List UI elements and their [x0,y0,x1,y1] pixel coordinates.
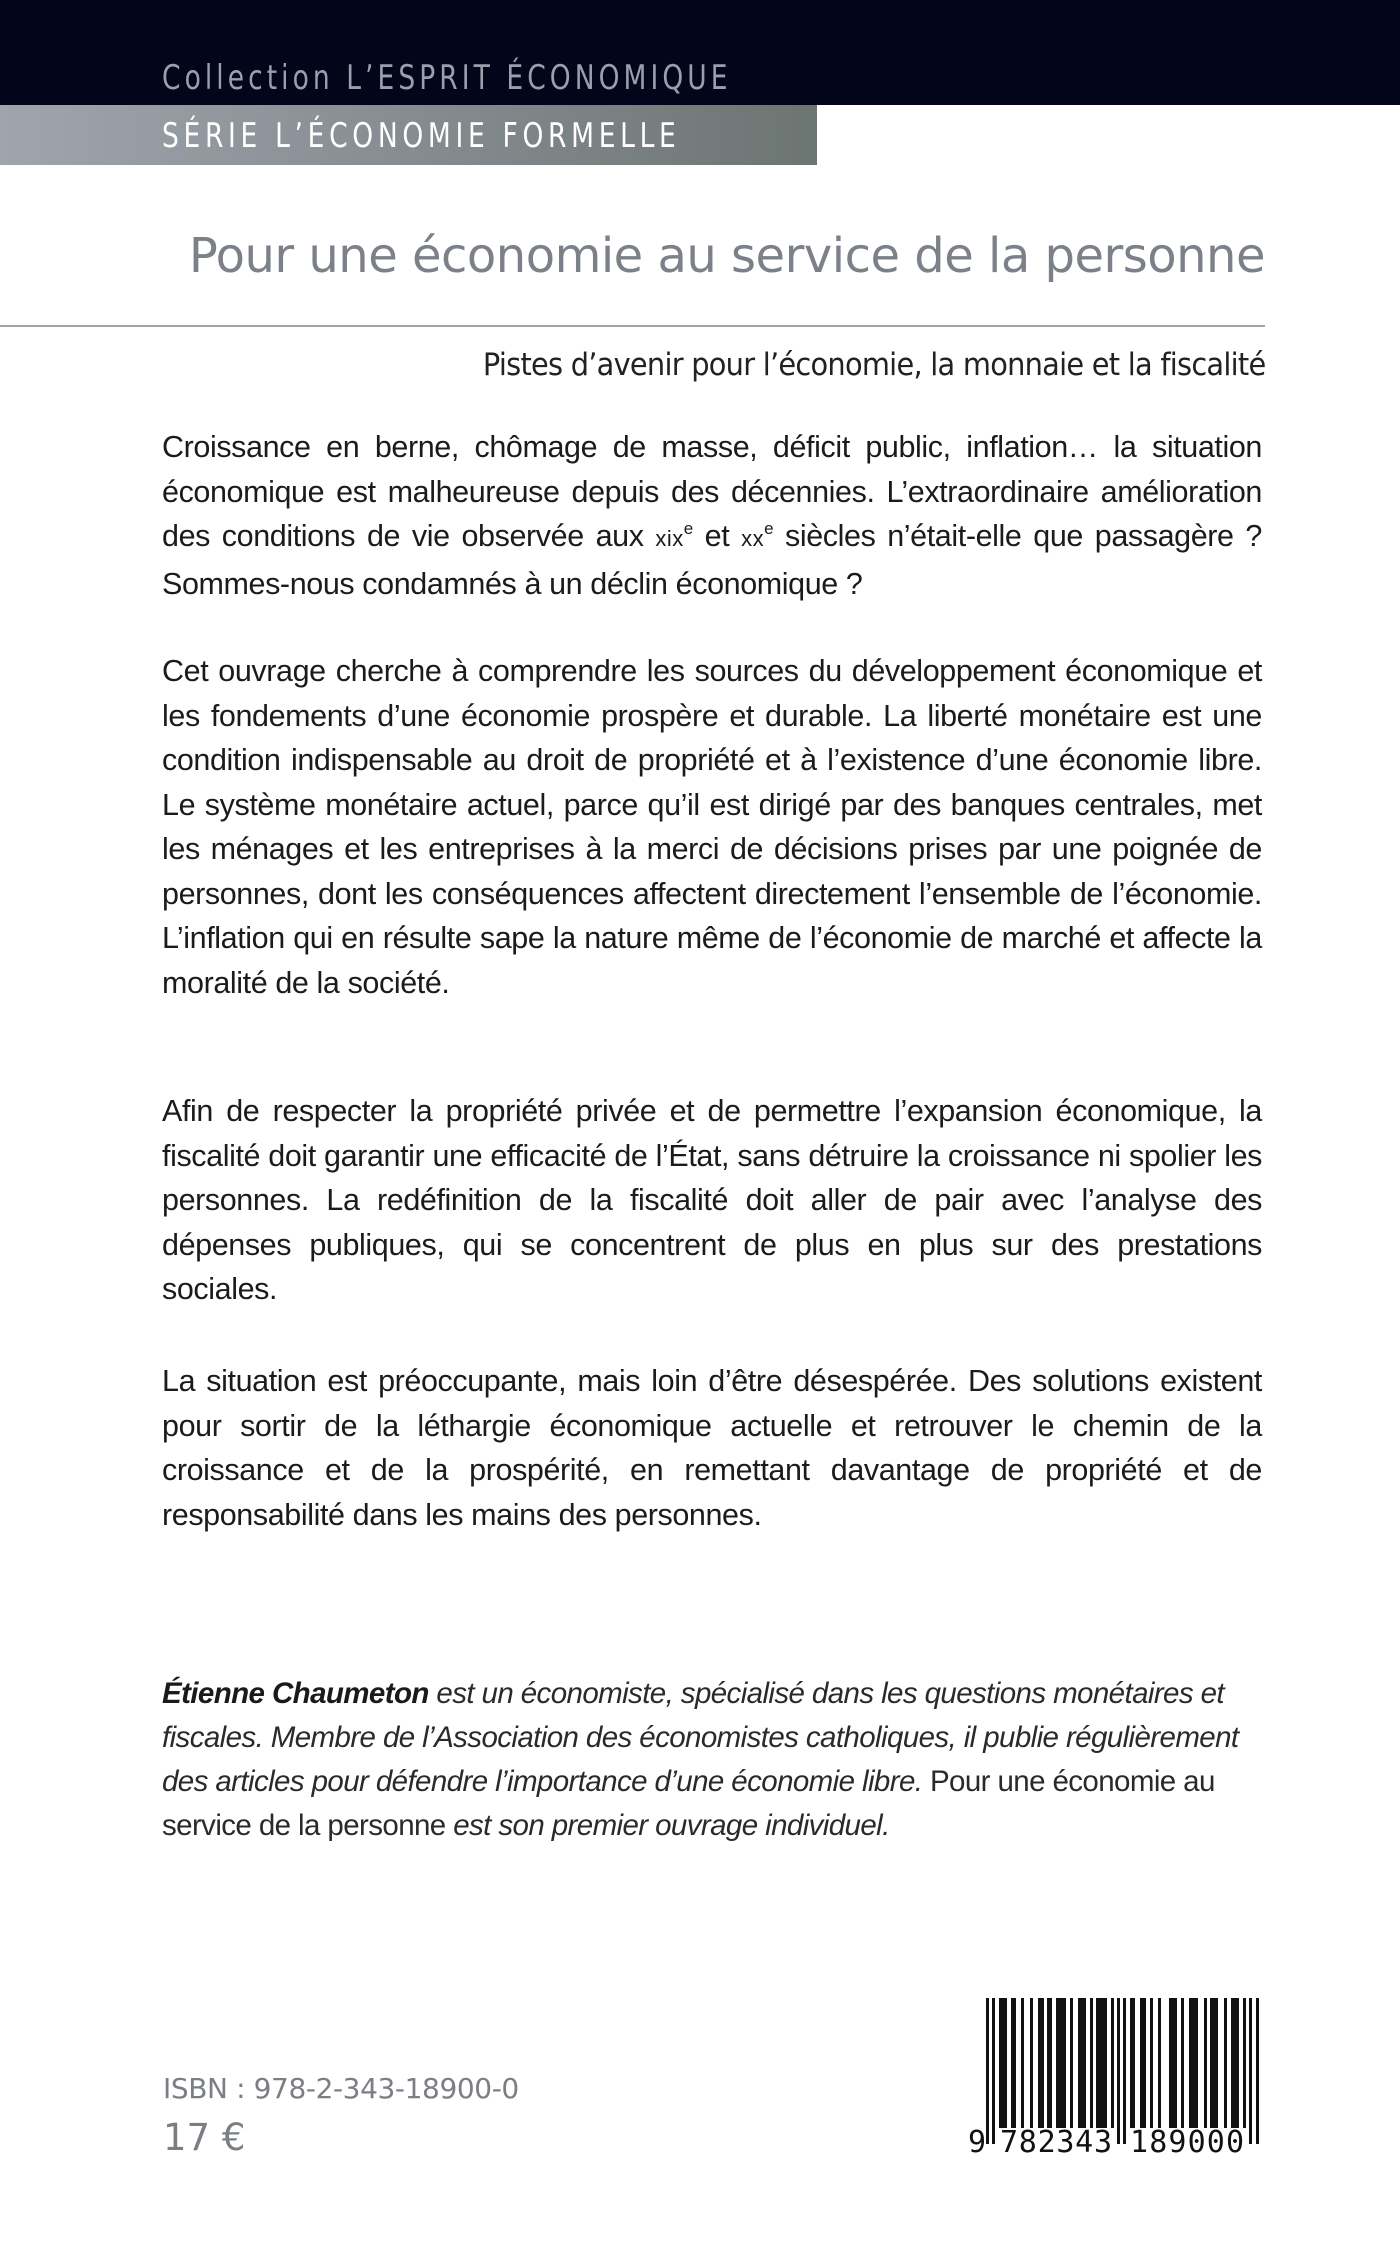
ordinal-superscript: e [683,519,693,538]
barcode-left-digits: 782343 [1000,2125,1112,2156]
blurb-text: Afin de respecter la propriété privée et de permettre l’expansion économique, la fiscalité doit garantir une efficacité de l’État, sans détruire la croissance ni spolier les personnes. La redéfinition de la fiscalité doit aller de pair avec l’analyse des dépenses publiques, qui se concentrent de plus en plus sur des prestations sociales. [162,1094,1262,1306]
isbn: ISBN : 978-2-343-18900-0 [163,2072,519,2105]
blurb-text: siècles n’était-elle que passagère ? Sommes-nous condamnés à un déclin économique ? [162,519,1262,601]
blurb-paragraph-2 [162,649,1262,1005]
ordinal-superscript: e [764,519,774,538]
author-bio [162,1672,1262,1848]
book-title-reference: Pour une économie au service de la personne [162,1765,1215,1842]
century-numeral: xix [655,526,684,551]
collection-name: Collection L’ESPRIT ÉCONOMIQUE [162,58,732,98]
author-name: Étienne Chaumeton [162,1677,429,1710]
blurb-paragraph-4 [162,1359,1262,1537]
series-name: SÉRIE L’ÉCONOMIE FORMELLE [162,116,681,156]
author-bio-text: est un économiste, spécialisé dans les questions monétaires et fiscales. Membre de l’Association des économistes catholiques, il publie régulièrement des articles pour défendre l’importance d’une économie libre. [162,1677,1239,1798]
barcode-icon [966,1996,1266,2156]
blurb-text: Cet ouvrage cherche à comprendre les sources du développement économique et les fondements d’une économie prospère et durable. La liberté monétaire est une condition indispensable au droit de propriété et à l’existence d’une économie libre. Le système monétaire actuel, parce qu’il est dirigé par des banques centrales, met les ménages et les entreprises à la merci de décisions prises par une poignée de personnes, dont les conséquences affectent directement l’ensemble de l’économie. L’inflation qui en résulte sape la nature même de l’économie de marché et affecte la moralité de la société. [162,654,1262,1000]
price: 17 € [163,2116,246,2159]
blurb-text: et [692,519,742,553]
barcode-lead-digit: 9 [968,2125,987,2156]
century-numeral: xx [741,526,765,551]
author-bio-text: est son premier ouvrage individuel. [445,1809,890,1842]
blurb-text: Croissance en berne, chômage de masse, déficit public, inflation… la situation économique est malheureuse depuis des décennies. L’extraordinaire amélioration des conditions de vie observée aux [162,430,1262,553]
book-title: Pour une économie au service de la personne [188,228,1265,284]
title-divider [0,325,1265,327]
barcode-right-digits: 189000 [1130,2125,1244,2156]
blurb-text: La situation est préoccupante, mais loin d’être désespérée. Des solutions existent pour sortir de la léthargie économique actuelle et retrouver le chemin de la croissance et de la prospérité, en remettant davantage de propriété et de responsabilité dans les mains des personnes. [162,1364,1262,1532]
blurb-paragraph-1 [162,425,1262,606]
book-subtitle: Pistes d’avenir pour l’économie, la monnaie et la fiscalité [482,347,1265,383]
blurb-paragraph-3 [162,1089,1262,1312]
barcode [966,1996,1266,2156]
